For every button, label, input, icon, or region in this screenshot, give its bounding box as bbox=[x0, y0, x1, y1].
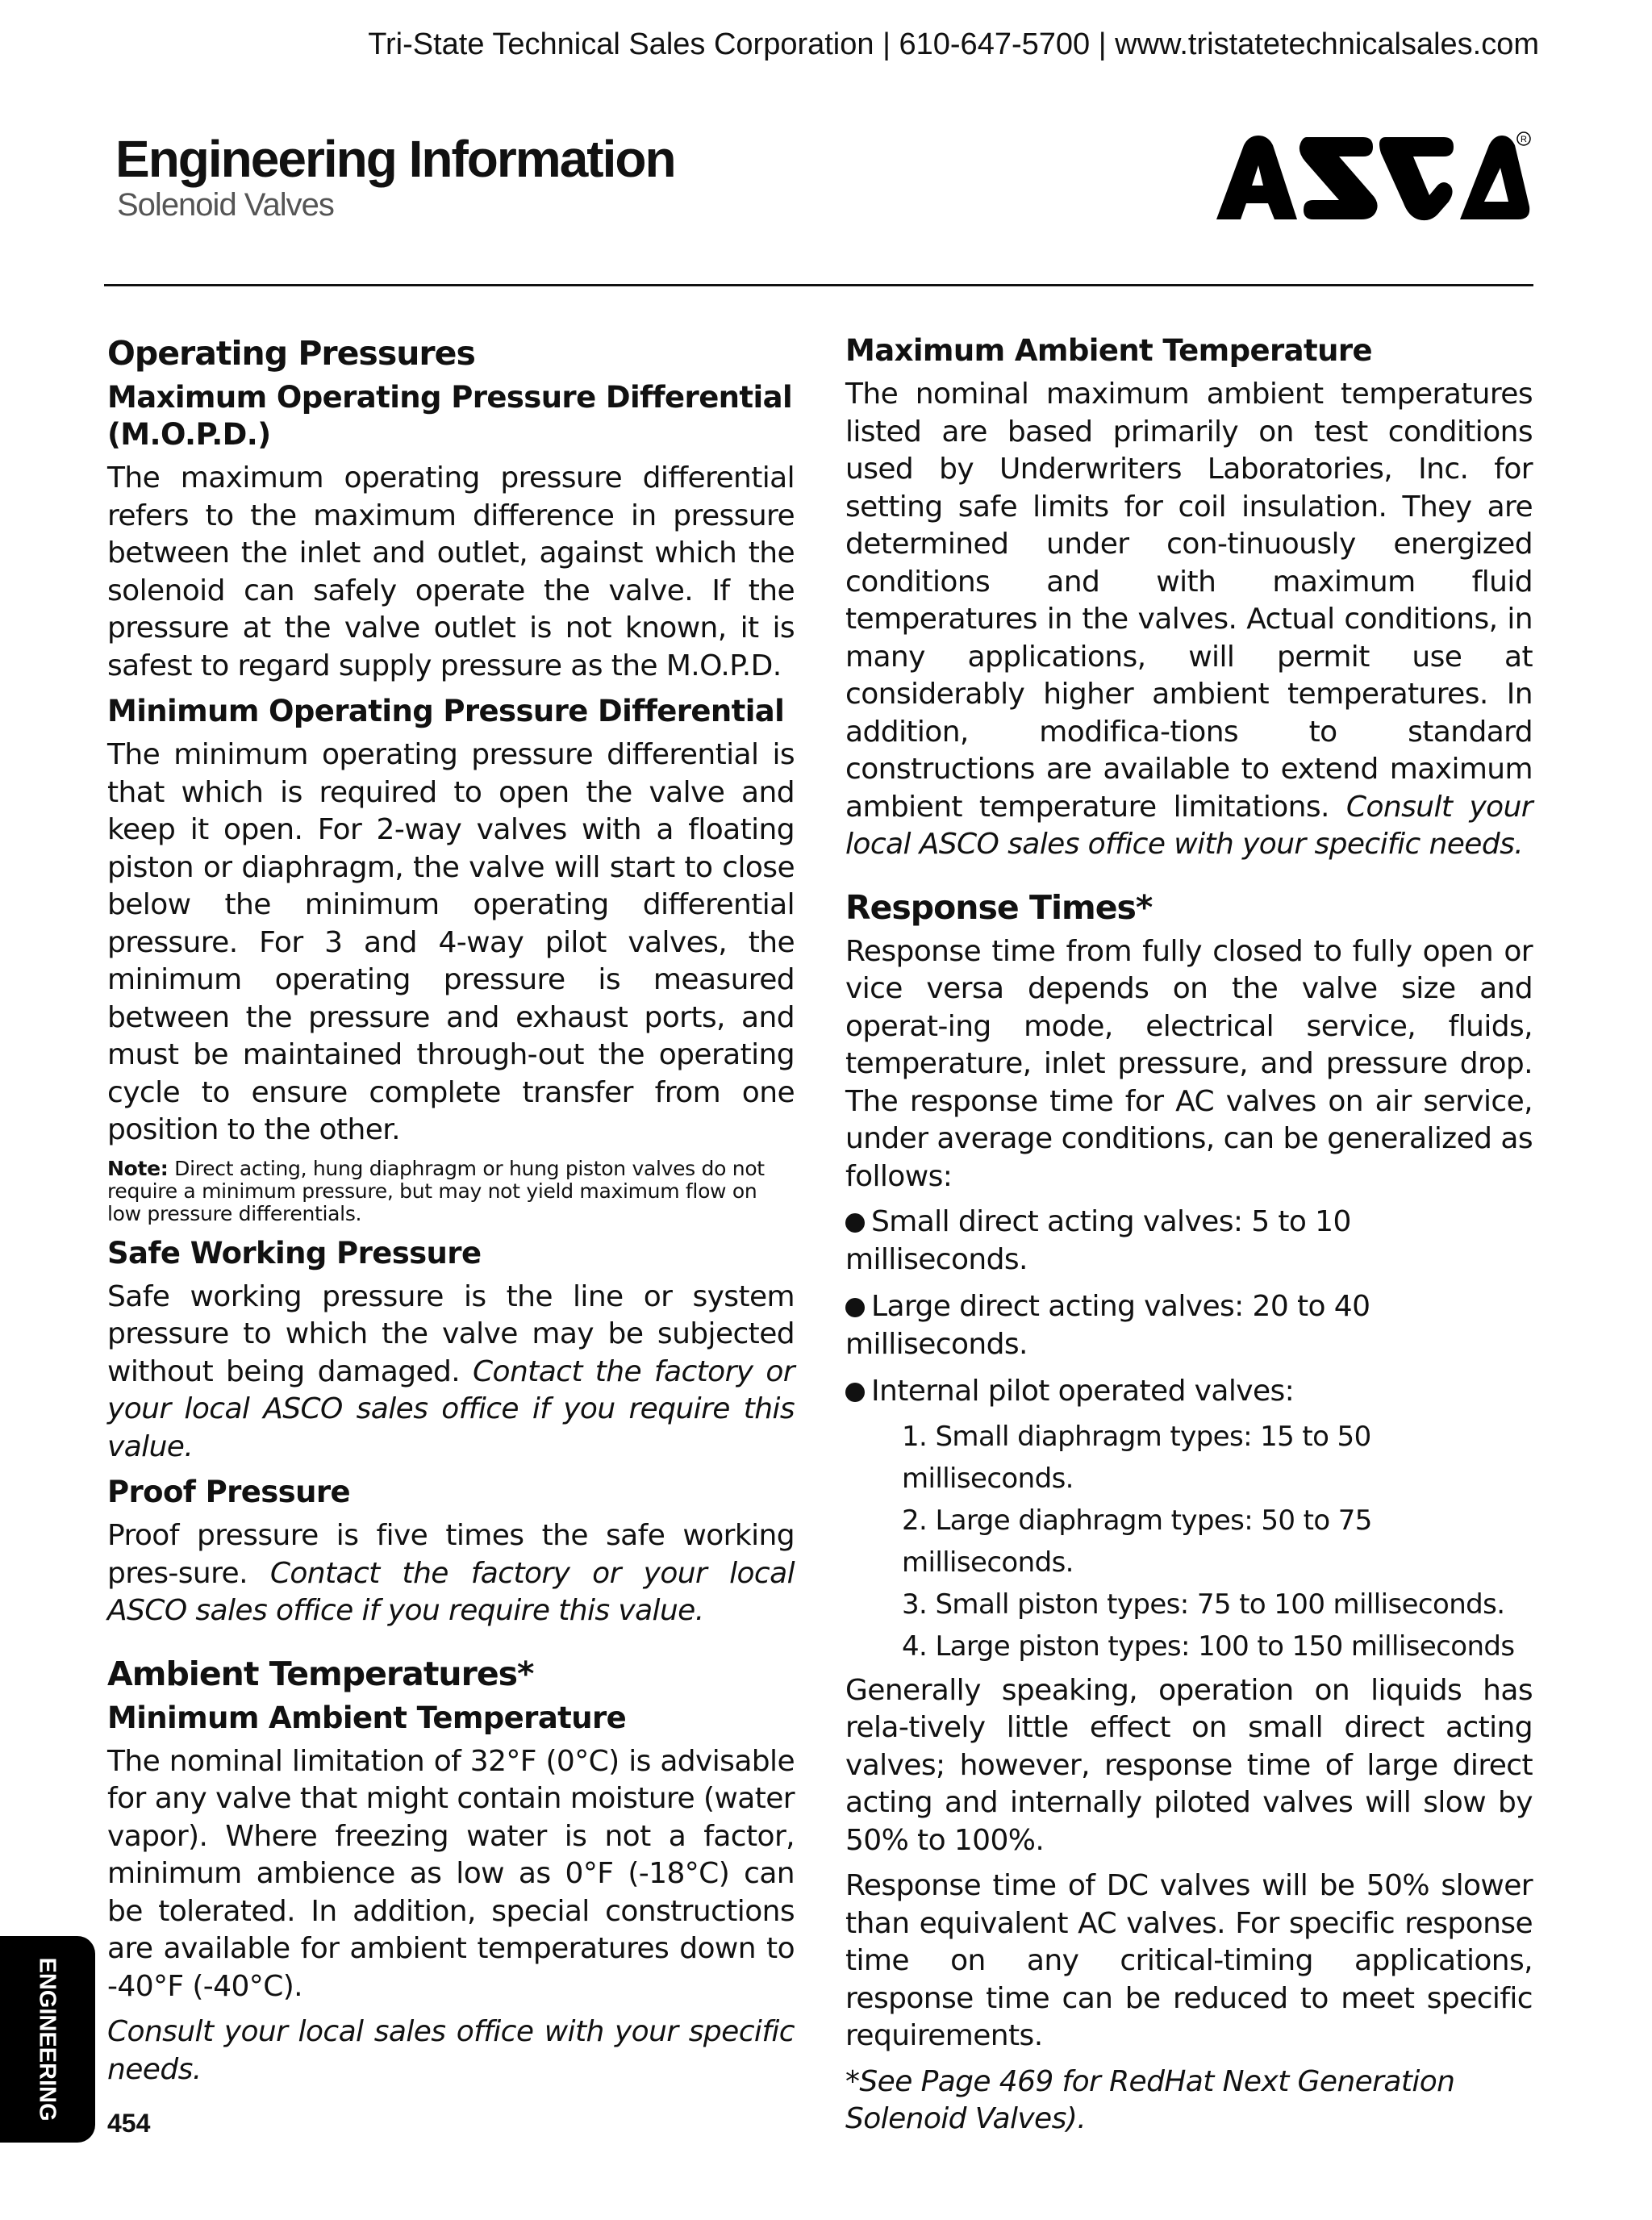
bullet-icon bbox=[845, 1298, 865, 1317]
paragraph-maximum-ambient bbox=[845, 376, 1533, 864]
maxamb-italic: Consult your local ASCO sales office with your specific needs. bbox=[845, 790, 1533, 861]
paragraph-response: Response time from fully closed to fully open or vice versa depends on the valve size and operat-ing mode, electrical service, fluids, temperature, inlet pressure, and pressure drop. The response time for AC valves on air service, under average conditions, can be generalized as follows: bbox=[845, 934, 1533, 1193]
footnote bbox=[845, 2064, 1533, 2139]
section-tab-label: ENGINEERING bbox=[34, 1957, 60, 2122]
minamb-italic: Consult your local sales office with your specific needs. bbox=[107, 2015, 795, 2086]
asco-logo bbox=[1210, 129, 1533, 230]
paragraph-minimum-ambient-italic bbox=[107, 2013, 795, 2089]
response-bullets bbox=[845, 1204, 1533, 1411]
section-tab bbox=[0, 1936, 95, 2143]
right-column bbox=[845, 332, 1533, 2147]
page-title: Engineering Information bbox=[115, 130, 675, 188]
bullet-item bbox=[845, 1373, 1533, 1411]
heading-response-times: Response Times* bbox=[845, 887, 1153, 927]
maxamb-text: The nominal maximum ambient temperatures listed are based primarily on test conditions used by Underwriters Laboratories, Inc. for setting safe limits for coil insulation. They are determined under con-tinuously energized conditions and with maximum fluid temperatures in the valves. Actual conditions, in many applications, will permit use at considerably higher ambient temperatures. In addition, modifica-tions to standard constructions are available to extend maximum ambient temperature limitations. bbox=[845, 378, 1533, 824]
heading-safe-working-pressure: Safe Working Pressure bbox=[107, 1235, 482, 1271]
note-text: Direct acting, hung diaphragm or hung piston valves do not require a minimum pressure, but may not yield maximum flow on low pressure differentials. bbox=[107, 1156, 765, 1225]
paragraph-mopd: The maximum operating pressure differential refers to the maximum difference in pressure between the inlet and outlet, against which the solenoid can safely operate the valve. If the pressure at the valve outlet is not known, it is safest to regard supply pressure as the M.O.P.D. bbox=[107, 461, 795, 682]
heading-maximum-ambient: Maximum Ambient Temperature bbox=[845, 333, 1372, 368]
page-subtitle: Solenoid Valves bbox=[117, 187, 334, 223]
subtype-item: 3. Small piston types: 75 to 100 milliseconds. bbox=[902, 1588, 1505, 1621]
paragraph-proof-pressure bbox=[107, 1517, 795, 1630]
bullet-icon bbox=[845, 1213, 865, 1233]
subtype-item: 1. Small diaphragm types: 15 to 50 milliseconds. bbox=[902, 1420, 1371, 1495]
bullet-text: Internal pilot operated valves: bbox=[871, 1375, 1295, 1408]
bullet-text: Large direct acting valves: 20 to 40 milliseconds. bbox=[845, 1290, 1370, 1361]
footnote-text: *See Page 469 for RedHat Next Generation Solenoid Valves). bbox=[845, 2064, 1455, 2135]
bullet-item bbox=[845, 1288, 1533, 1363]
safe-italic: Contact the factory or your local ASCO sales office if you require this value. bbox=[107, 1354, 795, 1463]
paragraph-dc: Response time of DC valves will be 50% slower than equivalent AC valves. For specific response time on any critical-timing applications, response time can be reduced to meet specific requirements. bbox=[845, 1869, 1533, 2052]
pilot-subtypes bbox=[902, 1416, 1533, 1667]
page-number: 454 bbox=[107, 2109, 151, 2138]
proof-text: Proof pressure is five times the safe working pres-sure. bbox=[107, 1519, 795, 1590]
bullet-item bbox=[845, 1204, 1533, 1279]
heading-operating-pressures: Operating Pressures bbox=[107, 334, 475, 373]
heading-mopd: Maximum Operating Pressure Differential (M.O.P.D.) bbox=[107, 380, 793, 452]
heading-ambient-temperatures: Ambient Temperatures* bbox=[107, 1654, 534, 1693]
subtype-item: 4. Large piston types: 100 to 150 milliseconds bbox=[902, 1630, 1515, 1663]
heading-proof-pressure: Proof Pressure bbox=[107, 1475, 350, 1509]
header-divider bbox=[104, 284, 1533, 286]
svg-text:R: R bbox=[1521, 135, 1527, 144]
safe-text: Safe working pressure is the line or system pressure to which the valve may be subjected without being damaged. bbox=[107, 1279, 795, 1388]
paragraph-minimum-ambient: The nominal limitation of 32°F (0°C) is advisable for any valve that might contain moisture (water vapor). Where freezing water is not a factor, minimum ambience as low as 0°F (-18°C) can be tolerated. In addition, special constructions are available for ambient temperatures down to -40°F (-40°C). bbox=[107, 1744, 795, 2003]
contact-line: Tri-State Technical Sales Corporation | 610-647-5700 | www.tristatetechnicalsales.com bbox=[368, 27, 1539, 61]
note bbox=[107, 1158, 795, 1225]
bullet-text: Small direct acting valves: 5 to 10 milliseconds. bbox=[845, 1205, 1351, 1276]
proof-italic: Contact the factory or your local ASCO sales office if you require this value. bbox=[107, 1556, 795, 1627]
note-label: Note: bbox=[107, 1156, 169, 1180]
heading-minimum-differential: Minimum Operating Pressure Differential bbox=[107, 694, 785, 728]
left-column bbox=[107, 332, 795, 2097]
subtype-item: 2. Large diaphragm types: 50 to 75 milliseconds. bbox=[902, 1504, 1372, 1579]
paragraph-minimum-differential: The minimum operating pressure differential is that which is required to open the valve and keep it open. For 2-way valves with a floating piston or diaphragm, the valve will start to close below the minimum operating differential pressure. For 3 and 4-way pilot valves, the minimum operating pressure is measured between the pressure and exhaust ports, and must be maintained through-out the operating cycle to ensure complete transfer from one position to the other. bbox=[107, 738, 795, 1146]
paragraph-liquids: Generally speaking, operation on liquids has rela-tively little effect on small direct acting valves; however, response time of large direct acting and internally piloted valves will slow by 50% to 100%. bbox=[845, 1673, 1533, 1857]
paragraph-safe-working-pressure bbox=[107, 1279, 795, 1467]
heading-minimum-ambient: Minimum Ambient Temperature bbox=[107, 1700, 627, 1735]
bullet-icon bbox=[845, 1383, 865, 1402]
